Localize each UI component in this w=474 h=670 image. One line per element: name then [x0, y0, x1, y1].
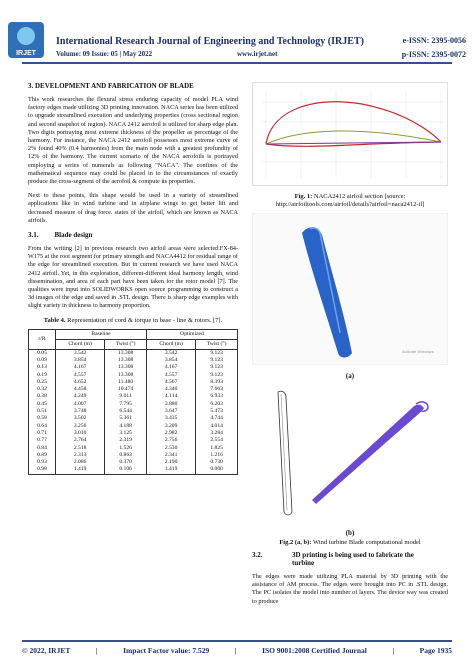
page-header	[0, 0, 474, 64]
figure-frame	[253, 83, 448, 186]
table-cell: 3.647	[146, 408, 195, 415]
group-baseline: Baseline	[56, 329, 147, 339]
table-cell: 2.190	[146, 459, 195, 466]
table-cell: 8.393	[196, 379, 238, 386]
table-cell: 0.106	[105, 466, 147, 474]
table-cell: 0.98	[29, 466, 56, 474]
table-cell: 2.764	[56, 437, 105, 444]
table-cell: 7.795	[105, 401, 147, 408]
table-cell: 0.77	[29, 437, 56, 444]
table-row	[29, 379, 238, 386]
table-cell: 9.123	[196, 364, 238, 371]
table-row	[29, 393, 238, 400]
col-twist-optimized: Twist (°)	[196, 339, 238, 349]
table-cell: 0.730	[196, 459, 238, 466]
table-cell: 0.863	[105, 452, 147, 459]
table-row	[29, 372, 238, 379]
table-cell: 3.542	[56, 349, 105, 357]
table-cell: 4.557	[146, 372, 195, 379]
table-cell: 1.526	[105, 445, 147, 452]
journal-title: International Research Journal of Engineering and Technology (IRJET)	[56, 36, 364, 47]
table-cell: 1.216	[196, 452, 238, 459]
section-3-1-heading	[28, 231, 238, 239]
section-3-2-paragraph: The edges were made utilizing PLA material by 3D printing with the assistance of AM process. The edges were brought into PC in .STL design. The PC isolates the model into number of layers. The device way was created to produce	[252, 573, 448, 605]
svg-text:IRJET: IRJET	[16, 50, 36, 57]
table-cell: 2.313	[56, 452, 105, 459]
section-3-paragraph-1: This work researches the flexural stress enduring capacity of model PLA wind factory edges made utilizing 3D printing innovation. NACA series has been utilized to upgrade streamlined execution and underlying properties (cross sectional region and second snapshot of region). NACA 2412 aerofoil is utilized for sharp edge plan. Two digits portraying most extreme thickness of the propeller as percentage of the harmony. For instance, the NACA 2412 aerofoil possesses most extreme curve of 2% found 40% (0.4 harmonies) from the main node with a greatest profundity of 12% of the harmony. The current scenario of the NACA aerofoils is portrayed employing a series of numerals as following "NACA". The confines of the mathematical sequence may could be placed in to the circumstances of exactly produce the cross-segment of the aerofoil & compute its properties.	[28, 96, 238, 186]
table-cell: 6.933	[196, 393, 238, 400]
table-cell: 4.567	[146, 379, 195, 386]
table-row	[29, 445, 238, 452]
table-cell: 6.544	[105, 408, 147, 415]
table-cell: 0.45	[29, 401, 56, 408]
table-cell: 2.756	[146, 437, 195, 444]
table-cell: 9.011	[105, 393, 147, 400]
figure-2b-label: (b)	[345, 529, 355, 537]
table-cell: 4.167	[146, 364, 195, 371]
figure-2-caption: Fig.2 (a, b): Wind turbine Blade computational model	[279, 539, 421, 546]
table-cell: 0.19	[29, 372, 56, 379]
section-title: Blade design	[54, 231, 93, 240]
table-cell: 2.554	[196, 437, 238, 444]
table-cell: 4.249	[56, 393, 105, 400]
footer-separator: |	[392, 646, 395, 655]
table-row	[29, 364, 238, 371]
table-cell: 10.474	[105, 386, 147, 393]
table-row	[29, 430, 238, 437]
footer-copyright: © 2022, IRJET	[22, 646, 71, 655]
table-cell: 7.663	[196, 386, 238, 393]
table-cell: 0.71	[29, 430, 56, 437]
table-cell: 0.38	[29, 393, 56, 400]
table-row	[29, 386, 238, 393]
table-cell: 4.458	[56, 386, 105, 393]
header-divider	[22, 62, 452, 64]
table-cell: 0.13	[29, 364, 56, 371]
table-cell: 0.09	[29, 357, 56, 364]
table-row	[29, 466, 238, 474]
table-cell: 2.518	[56, 445, 105, 452]
section-3-heading: 3. DEVELOPMENT AND FABRICATION OF BLADE	[28, 82, 194, 90]
table-cell: 4.744	[196, 415, 238, 422]
table-cell: 11.480	[105, 379, 147, 386]
table-cell: 3.435	[146, 415, 195, 422]
table-cell: 3.256	[56, 423, 105, 430]
p-issn: p-ISSN: 2395-0072	[401, 50, 466, 59]
footer-divider	[22, 640, 452, 642]
table-cell: 0.64	[29, 423, 56, 430]
col-twist-baseline: Twist (°)	[105, 339, 147, 349]
table-cell: 3.854	[146, 357, 195, 364]
table-cell: 2.319	[105, 437, 147, 444]
table-cell: 1.419	[146, 466, 195, 474]
section-number: 3.1.	[28, 231, 39, 240]
table-cell: 1.419	[56, 466, 105, 474]
col-chord-baseline: Chord (m)	[56, 339, 105, 349]
table-cell: 13.308	[105, 357, 147, 364]
footer-separator: |	[95, 646, 98, 655]
table-cell: 5.361	[105, 415, 147, 422]
table-4	[28, 329, 238, 475]
table-row	[29, 401, 238, 408]
table-cell: 1.825	[196, 445, 238, 452]
e-issn: e-ISSN: 2395-0056	[402, 36, 466, 45]
section-3-paragraph-2: Next to these points, this shape would be used in a variety of streamlined applications like in wind turbine and in airplane wings to get better lift and decreased measure of drag force. states of the airfoil, which are known as NACA airfoils.	[28, 192, 238, 224]
figure-2a-label: (a)	[345, 372, 355, 380]
blade-render-a	[252, 213, 448, 365]
section-number: 3.2.	[252, 551, 263, 559]
section-title: 3D printing is being used to fabricate the turbine	[292, 551, 414, 567]
table-cell: 4.167	[56, 364, 105, 371]
table-cell: 3.502	[56, 415, 105, 422]
table-cell: 4.340	[146, 386, 195, 393]
table-row	[29, 452, 238, 459]
col-r-over-r: r/R	[29, 329, 56, 349]
table-cell: 0.89	[29, 452, 56, 459]
watermark-text: Activate Windows	[402, 349, 434, 354]
airfoil-figure	[252, 82, 448, 186]
table-cell: 13.308	[105, 372, 147, 379]
blade-render-b	[252, 382, 448, 522]
irjet-logo-icon	[6, 20, 46, 60]
right-column	[252, 82, 448, 612]
footer-iso: ISO 9001:2008 Certified Journal	[262, 646, 367, 655]
table-cell: 3.284	[196, 430, 238, 437]
table-cell: 3.748	[56, 408, 105, 415]
col-chord-optimized: Chord (m)	[146, 339, 195, 349]
table-cell: 0.58	[29, 415, 56, 422]
journal-website-link[interactable]: www.irjet.net	[237, 50, 278, 58]
table-cell: 0.25	[29, 379, 56, 386]
table-cell: 9.123	[196, 372, 238, 379]
footer-page-number: Page 1935	[419, 646, 452, 655]
table-cell: 4.188	[105, 423, 147, 430]
table-cell: 0.32	[29, 386, 56, 393]
table-row	[29, 437, 238, 444]
table-cell: 3.125	[105, 430, 147, 437]
table-4-caption: Table 4. Representation of cord & torque in base - line & rotors. [7].	[43, 316, 223, 324]
table-cell: 3.010	[56, 430, 105, 437]
left-column	[28, 82, 238, 475]
table-cell: 2.982	[146, 430, 195, 437]
table-cell: 0.370	[105, 459, 147, 466]
table-cell: 3.209	[146, 423, 195, 430]
table-cell: 13.308	[105, 364, 147, 371]
volume-info: Volume: 09 Issue: 05 | May 2022	[56, 50, 153, 58]
table-cell: 0.51	[29, 408, 56, 415]
section-3-1-paragraph: From the writing [2] in previous research two airfoil areas were selected.FX-84-W175 at the root segment for primary strength and NACA4412 for residual range of the edge for streamlined execution. But in current research we have used NACA 2412 airfoil. Yet, in this exploration, different-different ideal harmony length, wind dissemination, and area of each part have been taken for the rotor model [7]. The qualities were input into SOLIDWORKS open source programming to construct a 3d images of the edge and saved in .STL design. There is sharp edge examples with slight variety in thickness to harmony proportion.	[28, 245, 238, 310]
table-cell: 0.05	[29, 349, 56, 357]
table-row	[29, 415, 238, 422]
table-row	[29, 423, 238, 430]
table-cell: 9.123	[196, 349, 238, 357]
figure-1-caption: Fig. 1: NACA2412 airfoil section [source: http://airfoiltools.com/airfoil/details?airfoil=naca2412-il]	[275, 193, 425, 208]
table-cell: 2.086	[56, 459, 105, 466]
page-footer	[0, 640, 474, 670]
table-cell: 6.203	[196, 401, 238, 408]
table-row	[29, 349, 238, 357]
footer-separator: |	[234, 646, 237, 655]
table-cell: 3.854	[56, 357, 105, 364]
footer-impact-factor: Impact Factor value: 7.529	[123, 646, 210, 655]
table-cell: 0.84	[29, 445, 56, 452]
table-cell: 3.880	[146, 401, 195, 408]
table-cell: 2.530	[146, 445, 195, 452]
table-cell: 13.308	[105, 349, 147, 357]
table-cell: 9.123	[196, 357, 238, 364]
table-cell: 4.014	[196, 423, 238, 430]
table-cell: 3.542	[146, 349, 195, 357]
table-4-body	[29, 349, 238, 474]
table-row	[29, 459, 238, 466]
table-cell: 0.000	[196, 466, 238, 474]
group-optimized: Optimized	[146, 329, 237, 339]
section-3-2-heading	[252, 551, 448, 567]
table-row	[29, 408, 238, 415]
table-cell: 4.114	[146, 393, 195, 400]
table-cell: 4.557	[56, 372, 105, 379]
table-row	[29, 357, 238, 364]
table-cell: 4.007	[56, 401, 105, 408]
table-cell: 2.341	[146, 452, 195, 459]
table-cell: 0.93	[29, 459, 56, 466]
table-cell: 5.473	[196, 408, 238, 415]
table-cell: 4.652	[56, 379, 105, 386]
